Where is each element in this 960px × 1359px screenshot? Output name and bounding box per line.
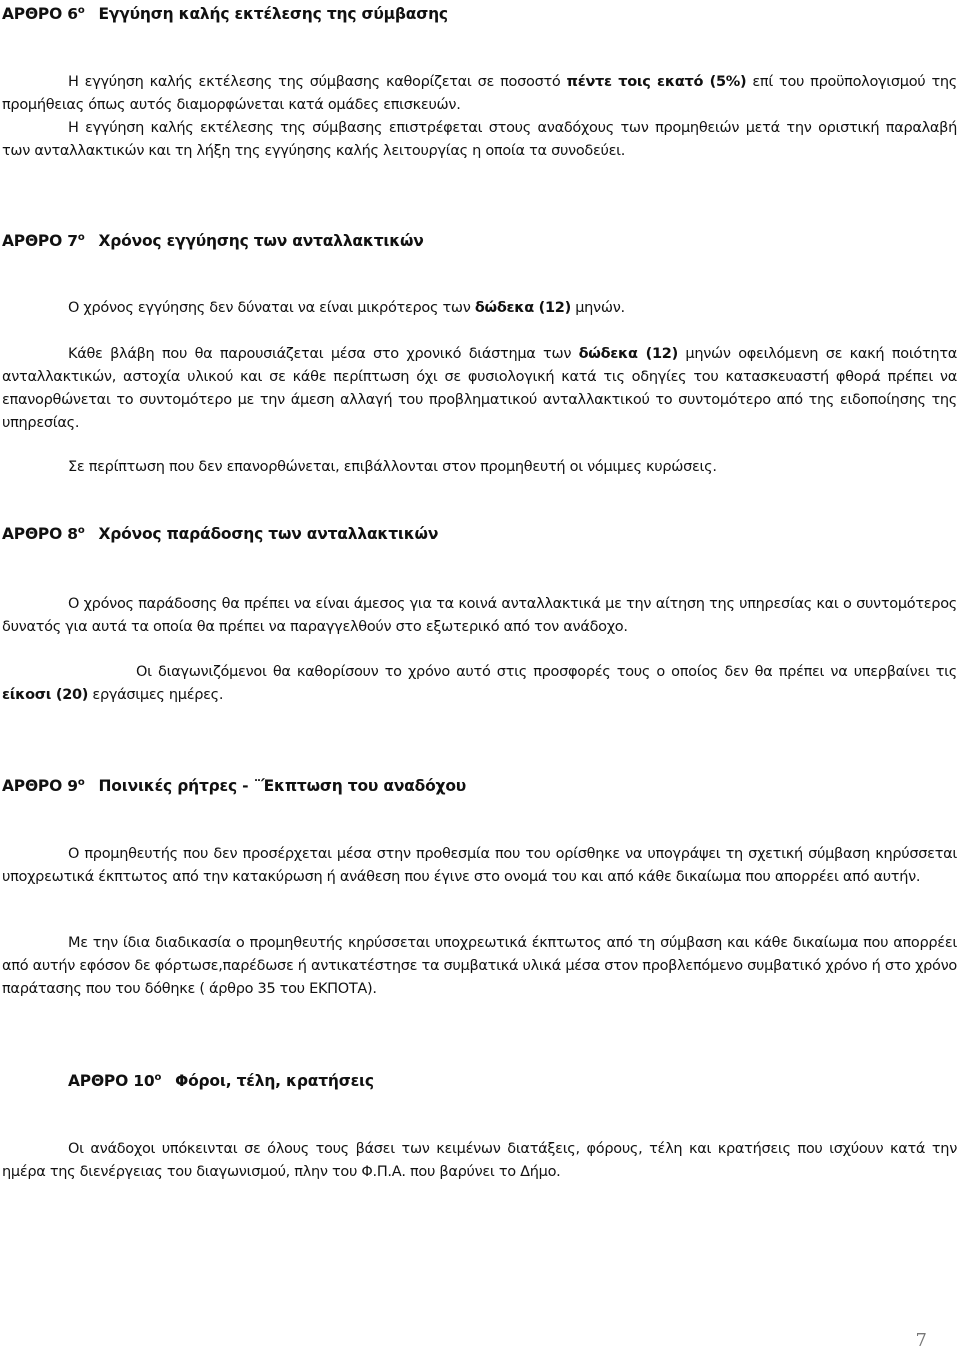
article-9-ordinal: ο [77, 777, 85, 788]
article-7-paragraph-1 [2, 297, 957, 320]
article-6-p1-bold: πέντε τοις εκατό (5%) [566, 74, 747, 90]
article-6-paragraph-1 [2, 71, 957, 117]
article-6-paragraph-2 [2, 117, 957, 163]
article-9-heading [2, 776, 466, 796]
article-7-title: Χρόνος εγγύησης των ανταλλακτικών [98, 232, 424, 250]
article-10-ordinal: ο [154, 1072, 162, 1083]
article-6-p2-text: Η εγγύηση καλής εκτέλεσης της σύμβασης επιστρέφεται στους αναδόχους των προμηθειών μετά την οριστική παραλαβή των ανταλλακτικών και τη λήξη της εγγύησης καλής λειτουργίας η οποία τα συνοδεύει. [2, 120, 957, 159]
article-8-p1-text: Ο χρόνος παράδοσης θα πρέπει να είναι άμεσος για τα κοινά ανταλλακτικά με την αίτηση της υπηρεσίας και ο συντομότερος δυνατός για αυτά τα οποία θα πρέπει να παραγγελθούν στο εξωτερικό από τον ανάδοχο. [2, 596, 957, 635]
article-7-p2-bold: δώδεκα (12) [578, 346, 678, 362]
article-8-p2-bold: είκοσι (20) [2, 687, 89, 703]
article-9-paragraph-2 [2, 932, 957, 1001]
article-6-ordinal: ο [77, 5, 85, 16]
article-7-p1-text-end: μηνών. [570, 300, 625, 316]
article-10-p1-text: Οι ανάδοχοι υπόκεινται σε όλους τους βάσει των κειμένων διατάξεις, φόρους, τέλη και κρατήσεις που ισχύουν κατά την ημέρα της διενέργειας του διαγωνισμού, πλην του Φ.Π.Α. που βαρύνει το Δήμο. [2, 1141, 957, 1180]
article-8-p2-text-end: εργάσιμες ημέρες. [88, 687, 224, 703]
article-8-p2-text: Οι διαγωνιζόμενοι θα καθορίσουν το χρόνο αυτό στις προσφορές τους ο οποίος δεν θα πρέπει να υπερβαίνει τις [136, 664, 957, 680]
article-8-paragraph-1 [2, 593, 957, 639]
article-7-heading [2, 231, 424, 251]
article-10-paragraph-1 [2, 1138, 957, 1184]
article-9-p2-text: Με την ίδια διαδικασία ο προμηθευτής κηρύσσεται υποχρεωτικά έκπτωτος από τη σύμβαση και κάθε δικαίωμα που απορρέει από αυτήν εφόσον δε φόρτωσε,παρέδωσε ή αντικατέστησε τα συμβατικά υλικά μέσα στον προβλεπόμενο συμβατικό χρόνο ή στο χρόνο παράτασης που του δόθηκε ( άρθρο 35 του ΕΚΠΟΤΑ). [2, 935, 957, 997]
article-7-p2-text: Κάθε βλάβη που θα παρουσιάζεται μέσα στο χρονικό διάστημα των [68, 346, 579, 362]
article-8-paragraph-2 [2, 661, 957, 707]
article-6-heading [2, 4, 448, 24]
article-8-title: Χρόνος παράδοσης των ανταλλακτικών [98, 525, 439, 543]
article-6-p1-text: Η εγγύηση καλής εκτέλεσης της σύμβασης καθορίζεται σε ποσοστό [68, 74, 567, 90]
article-10-number: ΑΡΘΡΟ 10 [68, 1072, 155, 1090]
article-8-heading [2, 524, 438, 544]
article-7-paragraph-2 [2, 343, 957, 435]
article-10-title: Φόροι, τέλη, κρατήσεις [175, 1072, 374, 1090]
article-6-number: ΑΡΘΡΟ 6 [2, 5, 78, 23]
article-9-p1-text: Ο προμηθευτής που δεν προσέρχεται μέσα στην προθεσμία που του ορίσθηκε να υπογράψει τη σχετική σύμβαση κηρύσσεται υποχρεωτικά έκπτωτος από την κατακύρωση ή ανάθεση που έγινε στο ονομά του και από κάθε δικαίωμα που απορρέει από αυτήν. [2, 846, 957, 885]
article-8-number: ΑΡΘΡΟ 8 [2, 525, 78, 543]
article-7-paragraph-3 [2, 456, 957, 479]
article-7-p1-bold: δώδεκα (12) [474, 300, 571, 316]
article-6-p1-text-end: επί του προϋπολογισμού της προμήθειας όπως αυτός διαμορφώνεται κατά ομάδες επισκευών. [2, 74, 957, 113]
article-9-title: Ποινικές ρήτρες - ¨Έκπτωση του αναδόχου [98, 777, 467, 795]
article-7-p1-text: Ο χρόνος εγγύησης δεν δύναται να είναι μικρότερος των [68, 300, 475, 316]
article-6-title: Εγγύηση καλής εκτέλεσης της σύμβασης [98, 5, 448, 23]
article-7-ordinal: ο [77, 232, 85, 243]
article-9-number: ΑΡΘΡΟ 9 [2, 777, 78, 795]
article-7-number: ΑΡΘΡΟ 7 [2, 232, 78, 250]
page-number: 7 [915, 1330, 927, 1351]
article-7-p3-text: Σε περίπτωση που δεν επανορθώνεται, επιβάλλονται στον προμηθευτή οι νόμιμες κυρώσεις. [68, 459, 717, 475]
article-7-p2-text-end: μηνών οφειλόμενη σε κακή ποιότητα ανταλλακτικών, αστοχία υλικού και σε κάθε περίπτωση όχι σε φυσιολογική κατά τις οδηγίες του κατασκευαστή φθορά πρέπει να επανορθώνεται το συντομότερο με την άμεση αλλαγή του προβληματικού ανταλλακτικού το συντομότερο από της ειδοποίησης της υπηρεσίας. [2, 346, 958, 431]
article-9-paragraph-1 [2, 843, 957, 889]
article-10-heading [68, 1071, 374, 1091]
article-8-ordinal: ο [77, 525, 85, 536]
